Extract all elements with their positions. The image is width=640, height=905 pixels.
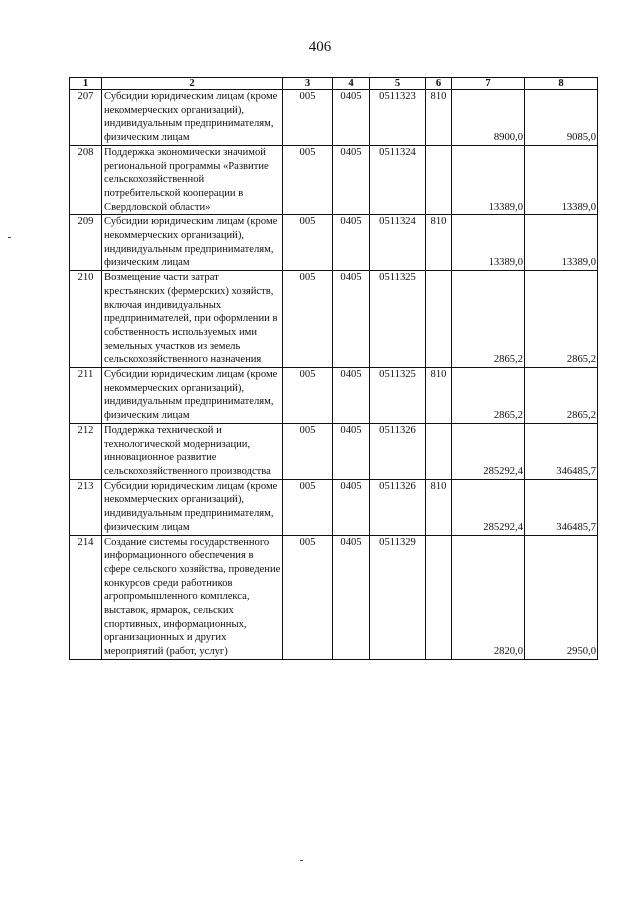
ministry-code: 005 xyxy=(283,215,333,271)
section-code: 0405 xyxy=(333,90,370,146)
target-article-code: 0511324 xyxy=(370,215,426,271)
column-header: 3 xyxy=(283,78,333,90)
scan-speck xyxy=(300,860,303,861)
expense-type-code: 810 xyxy=(426,479,452,535)
amount-year-1: 285292,4 xyxy=(452,479,525,535)
expense-type-code: 810 xyxy=(426,368,452,424)
column-header: 7 xyxy=(452,78,525,90)
target-article-code: 0511323 xyxy=(370,90,426,146)
amount-year-2: 2865,2 xyxy=(525,368,598,424)
amount-year-1: 2865,2 xyxy=(452,271,525,368)
amount-year-2: 346485,7 xyxy=(525,479,598,535)
amount-year-1: 285292,4 xyxy=(452,423,525,479)
page-number: 406 xyxy=(308,39,332,55)
ministry-code: 005 xyxy=(283,271,333,368)
header-row xyxy=(70,78,598,90)
column-header: 6 xyxy=(426,78,452,90)
amount-year-1: 13389,0 xyxy=(452,215,525,271)
section-code: 0405 xyxy=(333,535,370,659)
table-row xyxy=(70,368,598,424)
target-article-code: 0511329 xyxy=(370,535,426,659)
section-code: 0405 xyxy=(333,215,370,271)
amount-year-1: 2820,0 xyxy=(452,535,525,659)
column-header: 8 xyxy=(525,78,598,90)
expense-type-code xyxy=(426,535,452,659)
table-row xyxy=(70,535,598,659)
ministry-code: 005 xyxy=(283,368,333,424)
amount-year-2: 13389,0 xyxy=(525,145,598,215)
target-article-code: 0511324 xyxy=(370,145,426,215)
row-description: Субсидии юридическим лицам (кроме некоммерческих организаций), индивидуальным предпринимателям, физическим лицам xyxy=(102,90,283,146)
row-description: Создание системы государственного информационного обеспечения в сфере сельского хозяйства, проведение конкурсов среди работников агропромышленного комплекса, выставок, ярмарок, сельских спортивных, информационных, организационных и других мероприятий (работ, услуг) xyxy=(102,535,283,659)
target-article-code: 0511325 xyxy=(370,368,426,424)
amount-year-2: 13389,0 xyxy=(525,215,598,271)
table-row xyxy=(70,479,598,535)
table-row xyxy=(70,271,598,368)
table-row xyxy=(70,90,598,146)
ministry-code: 005 xyxy=(283,90,333,146)
expense-type-code: 810 xyxy=(426,215,452,271)
row-number: 207 xyxy=(70,90,102,146)
row-number: 208 xyxy=(70,145,102,215)
amount-year-1: 13389,0 xyxy=(452,145,525,215)
section-code: 0405 xyxy=(333,271,370,368)
scan-speck xyxy=(8,237,11,238)
budget-table xyxy=(69,77,598,660)
column-header: 2 xyxy=(102,78,283,90)
amount-year-2: 346485,7 xyxy=(525,423,598,479)
row-description: Поддержка экономически значимой региональной программы «Развитие сельскохозяйственной потребительской кооперации в Свердловской области» xyxy=(102,145,283,215)
ministry-code: 005 xyxy=(283,145,333,215)
section-code: 0405 xyxy=(333,479,370,535)
amount-year-2: 9085,0 xyxy=(525,90,598,146)
ministry-code: 005 xyxy=(283,479,333,535)
ministry-code: 005 xyxy=(283,535,333,659)
amount-year-2: 2865,2 xyxy=(525,271,598,368)
row-description: Субсидии юридическим лицам (кроме некоммерческих организаций), индивидуальным предпринимателям, физическим лицам xyxy=(102,479,283,535)
column-header: 1 xyxy=(70,78,102,90)
row-description: Субсидии юридическим лицам (кроме некоммерческих организаций), индивидуальным предпринимателям, физическим лицам xyxy=(102,215,283,271)
table-row xyxy=(70,215,598,271)
column-header: 4 xyxy=(333,78,370,90)
row-description: Субсидии юридическим лицам (кроме некоммерческих организаций), индивидуальным предпринимателям, физическим лицам xyxy=(102,368,283,424)
expense-type-code xyxy=(426,145,452,215)
amount-year-1: 2865,2 xyxy=(452,368,525,424)
table-row xyxy=(70,145,598,215)
row-number: 211 xyxy=(70,368,102,424)
expense-type-code xyxy=(426,271,452,368)
expense-type-code: 810 xyxy=(426,90,452,146)
target-article-code: 0511325 xyxy=(370,271,426,368)
target-article-code: 0511326 xyxy=(370,423,426,479)
amount-year-1: 8900,0 xyxy=(452,90,525,146)
amount-year-2: 2950,0 xyxy=(525,535,598,659)
row-number: 209 xyxy=(70,215,102,271)
row-number: 214 xyxy=(70,535,102,659)
row-description: Возмещение части затрат крестьянских (фермерских) хозяйств, включая индивидуальных предпринимателей, при оформлении в собственность используемых ими земельных участков из земель сельскохозяйственного назначения xyxy=(102,271,283,368)
section-code: 0405 xyxy=(333,368,370,424)
row-number: 210 xyxy=(70,271,102,368)
row-number: 213 xyxy=(70,479,102,535)
table-row xyxy=(70,423,598,479)
row-number: 212 xyxy=(70,423,102,479)
ministry-code: 005 xyxy=(283,423,333,479)
expense-type-code xyxy=(426,423,452,479)
section-code: 0405 xyxy=(333,423,370,479)
column-header: 5 xyxy=(370,78,426,90)
target-article-code: 0511326 xyxy=(370,479,426,535)
section-code: 0405 xyxy=(333,145,370,215)
row-description: Поддержка технической и технологической модернизации, инновационное развитие сельскохозяйственного производства xyxy=(102,423,283,479)
